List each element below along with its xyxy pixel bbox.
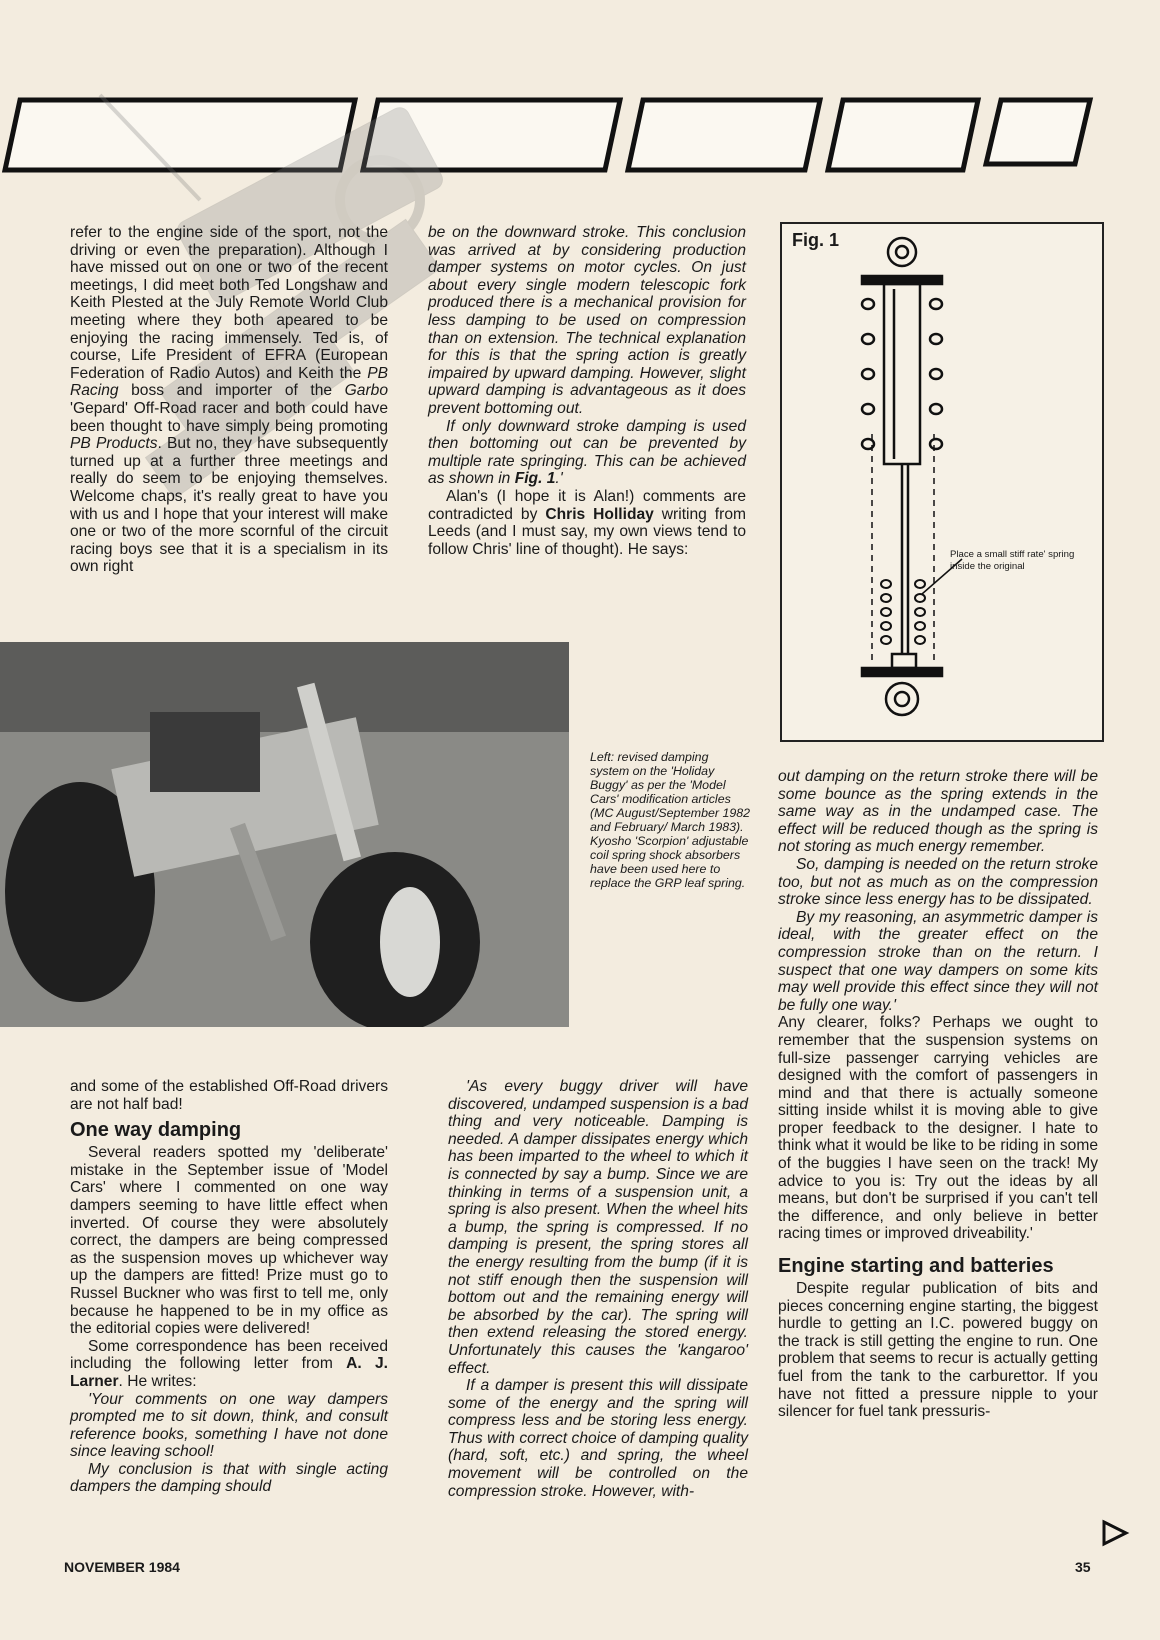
paragraph: out damping on the return stroke there will be some bounce as the spring extends in the same way as in the undamped case. The effect will be reduced though as the spring is not storing as much energy remember. [778,768,1098,856]
column-3 [778,768,1098,1421]
page-number: 35 [1075,1559,1091,1575]
paragraph: 'As every buggy driver will have discovered, undamped suspension is a bad thing and very noticeable. Damping is needed. A damper dissipates energy which has been imparted to the wheel to which it is connected by say a bump. Since we are thinking in terms of a suspension unit, a spring is also present. When the wheel hits a bump, the spring is compressed. If no damping is present, the spring stores all the energy resulting from the bump (if it is not stiff enough then the suspension will bottom out and the remaining energy will be absorbed by the car). The spring will then extend releasing the stored energy. Unfortunately this causes the 'kangaroo' effect. [448,1078,748,1377]
section-heading: Engine starting and batteries [778,1255,1054,1278]
paragraph: Despite regular publication of bits and pieces concerning engine starting, the biggest hurdle to getting an I.C. powered buggy on the track is still getting the engine to run. One problem that seems to recur is actually getting fuel from the tank to the carburettor. If you have not fitted a pressure nipple to your silencer for fuel tank pressuris- [778,1280,1098,1421]
paragraph: be on the downward stroke. This conclusion was arrived at by considering production damper systems on motor cycles. On just about every single modern telescopic fork produced there is a mechanical provision for less damping to be used on compression than on extension. The technical explanation for this is that the spring action is greatly impaired by upward damping. However, slight upward damping is advantageous as it does prevent bottoming out. [428,224,746,417]
photo-caption: Left: revised damping system on the 'Holiday Buggy' as per the 'Model Cars' modification articles (MC August/September 1982 and February/ March 1983). Kyosho 'Scorpion' adjustable coil spring shock absorbers have been used here to replace the GRP leaf spring. [590,750,751,890]
paragraph: 'Your comments on one way dampers prompted me to sit down, think, and consult reference books, something I have not done since leaving school! [70,1390,388,1461]
paragraph: and some of the established Off-Road drivers are not half bad! [70,1078,388,1113]
continued-arrow-icon [1100,1518,1130,1548]
column-2-top [428,224,746,558]
column-1-top [70,224,388,576]
paragraph: If only downward stroke damping is used then bottoming out can be prevented by multiple rate springing. This can be achieved as shown in Fig. 1.' [428,417,746,488]
paragraph: So, damping is needed on the return stroke too, but not as much as on the compression stroke since less energy has to be dissipated. [778,855,1098,909]
figure-1 [780,222,1104,742]
section-heading: One way damping [70,1119,242,1142]
column-1-bottom [70,1078,388,1496]
paragraph: My conclusion is that with single acting dampers the damping should [70,1460,388,1496]
column-2-bottom [448,1078,748,1500]
shock-absorber-diagram [782,224,1102,740]
issue-date: NOVEMBER 1984 [64,1559,180,1575]
header-box-strip [0,92,1160,182]
paragraph: Any clearer, folks? Perhaps we ought to remember that the suspension systems on full-size passenger carrying vehicles are designed with the comfort of passengers in mind and that there is actually someone sitting inside whilst it is moving able to give proper feedback to the designer. I hate to think what it would be like to be riding in some of the buggies I have seen on the track! My advice to you is: Try out the ideas by all means, but don't be surprised if you can't tell the difference, and only believe in better racing times or improved driveability.' [778,1014,1098,1243]
paragraph: If a damper is present this will dissipate some of the energy and the spring will compress less and be storing less energy. Thus with correct choice of damping quality (hard, soft, etc.) and spring, the wheel movement will be controlled on the compression stroke. However, with- [448,1377,748,1500]
paragraph: Several readers spotted my 'deliberate' mistake in the September issue of 'Model Cars' where I commented on one way dampers seeming to have little effect when inverted. Of course they were absolutely correct, the dampers are being compressed as the suspension moves up whichever way up the dampers are fitted! Prize must go to Russel Buckner who was first to tell me, only because he happened to be in my office as the editorial copies were delivered! [70,1144,388,1338]
buggy-illustration [0,642,569,1027]
paragraph: By my reasoning, an asymmetric damper is ideal, with the greater effect on the compression stroke than on the return. I suspect that one way dampers on some kits may well provide this effect since they will not be fully one way.' [778,908,1098,1014]
paragraph: Alan's (I hope it is Alan!) comments are contradicted by Chris Holliday writing from Leeds (and I must say, my own views tend to follow Chris' line of thought). He says: [428,487,746,558]
paragraph: refer to the engine side of the sport, not the driving or even the preparation). Although I have missed out on one or two of the recent meetings, I did meet both Ted Longshaw and Keith Plested at the July Remote World Club meeting where they both apeared to be enjoying the racing immensely. Ted is, of course, Life President of EFRA (European Federation of Radio Autos) and Keith the PB Racing boss and importer of the Garbo 'Gepard' Off-Road racer and both could have been thought to have simply being promoting PB Products. But no, they have subsequently turned up at a further three meetings and really do seem to be enjoying themselves. Welcome chaps, it's really great to have you with us and I hope that your interest will make one or two of the more scornful of the circuit racing boys see that it is a specialism in its own right [70,224,388,576]
paragraph: Some correspondence has been received including the following letter from A. J. Larner. He writes: [70,1337,388,1390]
buggy-photo [0,642,569,1027]
figure-annotation: Place a small stiff rate' spring inside the original [950,549,1075,572]
figure-title: Fig. 1 [792,230,840,250]
